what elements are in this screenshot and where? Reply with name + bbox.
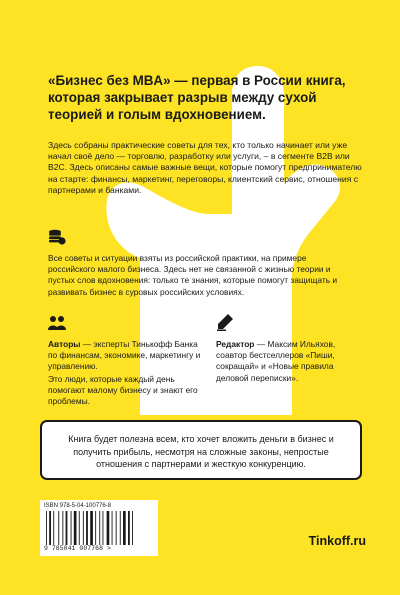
authors-description: — эксперты Тинькофф Банка по финансам, экономике, маркетингу и управлению. xyxy=(48,339,201,372)
practice-paragraph: Все советы и ситуации взяты из российской практики, на примере российского малого бизнеса. Здесь нет не связанной с жизнью теории и пустых слов вдохновения: только те знания, которые помогут защищать и развивать бизнес в суровых российских условиях. xyxy=(48,253,338,297)
barcode-block xyxy=(40,500,158,556)
editor-label: Редактор xyxy=(216,339,255,349)
authors-description-2: Это люди, которые каждый день помогают малому бизнесу и знают его проблемы. xyxy=(48,373,198,407)
callout-text: Книга будет полезна всем, кто хочет вложить деньги в бизнес и получить прибыль, несмотря на сложные законы, непростые отношения с партнерами и жесткую конкуренцию. xyxy=(68,434,334,469)
editor-description: — Максим Ильяхов, соавтор бестселлеров «Пиши, сокращай» и «Новые правила деловой переписки». xyxy=(216,339,336,383)
isbn-text: ISBN 978-5-04-100776-8 xyxy=(44,503,112,509)
editor-text xyxy=(216,339,368,384)
coins-icon xyxy=(48,228,66,246)
pen-icon xyxy=(216,313,234,331)
headline: «Бизнес без MBA» — первая в России книга, которая закрывает разрыв между сухой теорией и голым вдохновением. xyxy=(48,73,346,122)
brand-logo: Tinkoff.ru xyxy=(308,534,366,548)
intro-paragraph: Здесь собраны практические советы для тех, кто только начинает или уже начал своё дело — торговлю, разработку или услуги, – в сегменте B2B или B2C. Здесь описаны самые важные вещи, которые помогут предпринимателю на старте: финансы, маркетинг, переговоры, клиентский сервис, отношения с партнерами и банками. xyxy=(48,140,362,195)
barcode-image xyxy=(44,511,154,545)
barcode-digits: 9 785041 007768 > xyxy=(44,545,111,552)
people-icon xyxy=(48,315,66,331)
authors-label: Авторы xyxy=(48,339,81,349)
authors-text xyxy=(48,339,208,407)
